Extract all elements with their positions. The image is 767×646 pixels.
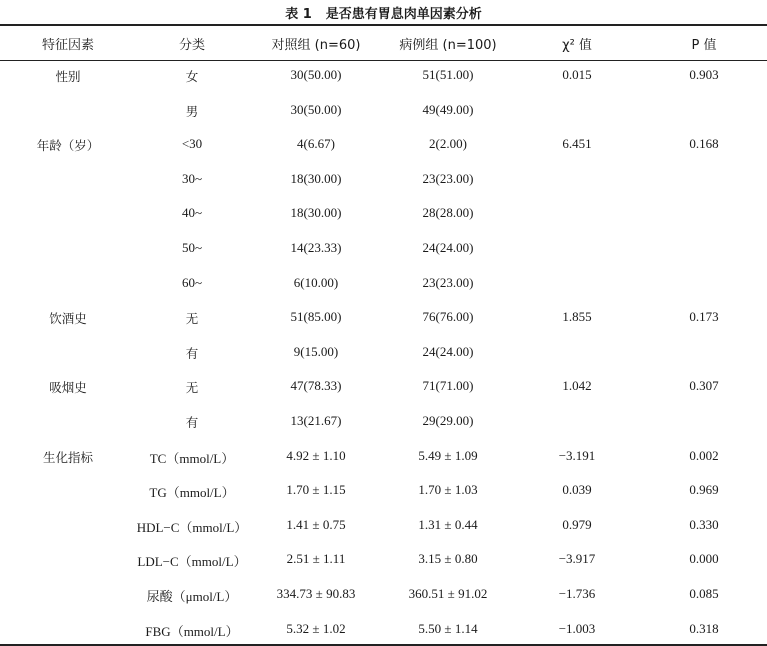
p-value-cell: 0.307	[689, 378, 719, 394]
control-cell: 30(50.00)	[290, 101, 342, 117]
chi-square-cell: −1.003	[558, 620, 596, 636]
category-cell: 60~	[181, 274, 203, 290]
p-value-cell: 0.000	[689, 551, 719, 567]
category-cell: 有	[185, 345, 199, 361]
category-cell: 30~	[181, 170, 203, 186]
control-cell: 1.41 ± 0.75	[286, 516, 346, 532]
control-cell: 13(21.67)	[290, 413, 342, 428]
chi-square-cell: 6.451	[562, 136, 592, 152]
header-chi-square: χ² 值	[562, 38, 592, 53]
case-cell: 23(23.00)	[422, 170, 474, 186]
control-cell: 30(50.00)	[290, 67, 342, 82]
control-cell: 2.51 ± 1.11	[286, 551, 346, 567]
category-cell: 女	[185, 69, 199, 84]
chi-square-cell: 0.015	[562, 67, 592, 82]
case-cell: 3.15 ± 0.80	[418, 551, 478, 567]
table-bottom-rule	[0, 644, 767, 646]
case-cell: 28(28.00)	[422, 205, 474, 221]
case-cell: 1.70 ± 1.03	[418, 482, 478, 498]
control-cell: 4.92 ± 1.10	[286, 447, 346, 463]
header-factor: 特征因素	[41, 38, 95, 53]
chi-square-cell: −1.736	[558, 586, 596, 601]
case-cell: 2(2.00)	[429, 136, 467, 152]
factor-cell: 饮酒史	[49, 311, 87, 327]
category-cell: <30	[181, 136, 203, 152]
case-cell: 49(49.00)	[422, 101, 474, 117]
p-value-cell: 0.002	[689, 447, 719, 463]
case-cell: 5.50 ± 1.14	[418, 620, 478, 636]
factor-cell: 生化指标	[42, 449, 94, 465]
case-cell: 24(24.00)	[422, 240, 474, 255]
category-cell: HDL−C（mmol/L）	[136, 519, 248, 535]
control-cell: 47(78.33)	[290, 378, 342, 394]
control-cell: 9(15.00)	[293, 343, 339, 359]
chi-square-cell: −3.917	[558, 551, 596, 567]
control-cell: 18(30.00)	[290, 205, 342, 221]
chi-square-cell: 0.979	[562, 516, 592, 532]
p-value-cell: 0.173	[689, 309, 719, 325]
category-cell: TG（mmol/L）	[149, 485, 235, 501]
case-cell: 71(71.00)	[422, 378, 474, 394]
case-cell: 76(76.00)	[422, 309, 474, 325]
factor-cell: 吸烟史	[49, 380, 87, 396]
factor-cell: 年龄（岁）	[36, 138, 100, 154]
factor-cell: 性别	[55, 69, 81, 84]
case-cell: 23(23.00)	[422, 274, 474, 290]
chi-square-cell: 0.039	[562, 482, 592, 498]
case-cell: 24(24.00)	[422, 343, 474, 359]
control-cell: 1.70 ± 1.15	[286, 482, 346, 498]
case-cell: 51(51.00)	[422, 67, 474, 82]
header-case-group: 病例组 (n=100)	[399, 38, 497, 53]
table-caption-title: 是否患有胃息肉单因素分析	[325, 7, 482, 22]
category-cell: 无	[185, 380, 199, 396]
category-cell: 尿酸（μmol/L）	[146, 589, 238, 604]
p-value-cell: 0.085	[689, 586, 719, 601]
p-value-cell: 0.903	[689, 67, 719, 82]
control-cell: 18(30.00)	[290, 170, 342, 186]
control-cell: 51(85.00)	[290, 309, 342, 325]
category-cell: LDL−C（mmol/L）	[137, 554, 247, 570]
control-cell: 4(6.67)	[297, 136, 335, 152]
control-cell: 5.32 ± 1.02	[286, 620, 346, 636]
control-cell: 334.73 ± 90.83	[276, 586, 356, 601]
control-cell: 14(23.33)	[290, 240, 342, 255]
case-cell: 29(29.00)	[422, 413, 474, 428]
category-cell: 有	[185, 415, 199, 430]
category-cell: 男	[185, 103, 199, 119]
case-cell: 360.51 ± 91.02	[408, 586, 488, 601]
chi-square-cell: −3.191	[558, 447, 596, 463]
category-cell: 40~	[181, 205, 203, 221]
case-cell: 1.31 ± 0.44	[418, 516, 478, 532]
case-cell: 5.49 ± 1.09	[418, 447, 478, 463]
header-control-group: 对照组 (n=60)	[271, 38, 361, 53]
p-value-cell: 0.168	[689, 136, 719, 152]
header-category: 分类	[178, 38, 206, 53]
control-cell: 6(10.00)	[293, 274, 339, 290]
p-value-cell: 0.969	[689, 482, 719, 498]
category-cell: TC（mmol/L）	[149, 450, 235, 466]
p-value-cell: 0.318	[689, 620, 719, 636]
chi-square-cell: 1.855	[562, 309, 592, 325]
p-value-cell: 0.330	[689, 516, 719, 532]
category-cell: FBG（mmol/L）	[145, 623, 239, 639]
category-cell: 无	[185, 311, 199, 327]
table-caption-label: 表 1	[285, 7, 312, 22]
header-p-value: P 值	[691, 38, 717, 53]
category-cell: 50~	[181, 240, 203, 255]
chi-square-cell: 1.042	[562, 378, 592, 394]
